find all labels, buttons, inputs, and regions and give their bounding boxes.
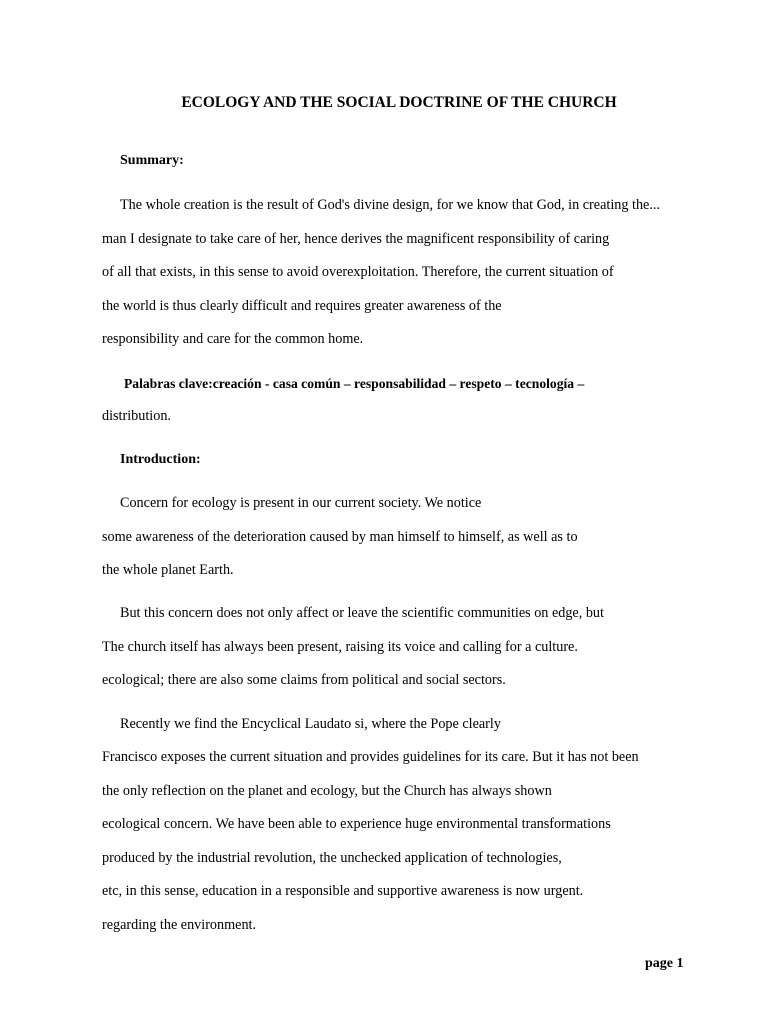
- summary-heading: Summary:: [120, 153, 184, 168]
- introduction-heading: Introduction:: [120, 452, 201, 467]
- summary-line-3: of all that exists, in this sense to avoid overexploitation. Therefore, the current situation of: [102, 264, 614, 280]
- document-title: ECOLOGY AND THE SOCIAL DOCTRINE OF THE CHURCH: [181, 94, 617, 111]
- paragraph1-line-2: some awareness of the deterioration caused by man himself to himself, as well as to: [102, 529, 578, 545]
- paragraph3-line-5: produced by the industrial revolution, the unchecked application of technologies,: [102, 850, 562, 866]
- page-number: page 1: [645, 956, 684, 971]
- paragraph3-line-3: the only reflection on the planet and ecology, but the Church has always shown: [102, 783, 552, 799]
- paragraph3-line-6: etc, in this sense, education in a responsible and supportive awareness is now urgent.: [102, 883, 584, 899]
- paragraph2-line-1: But this concern does not only affect or leave the scientific communities on edge, but: [120, 605, 604, 621]
- paragraph1-line-1: Concern for ecology is present in our current society. We notice: [120, 495, 482, 511]
- summary-line-5: responsibility and care for the common home.: [102, 331, 364, 347]
- summary-line-1: The whole creation is the result of God's divine design, for we know that God, in creating the...: [120, 197, 660, 213]
- paragraph3-line-4: ecological concern. We have been able to experience huge environmental transformations: [102, 816, 611, 832]
- summary-line-4: the world is thus clearly difficult and requires greater awareness of the: [102, 298, 502, 314]
- paragraph3-line-7: regarding the environment.: [102, 917, 257, 933]
- summary-line-2: man I designate to take care of her, hence derives the magnificent responsibility of caring: [102, 231, 610, 247]
- paragraph2-line-3: ecological; there are also some claims from political and social sectors.: [102, 672, 506, 688]
- paragraph1-line-3: the whole planet Earth.: [102, 562, 234, 578]
- paragraph2-line-2: The church itself has always been present, raising its voice and calling for a culture.: [102, 639, 578, 655]
- keywords-line: Palabras clave:creación - casa común – responsabilidad – respeto – tecnología –: [124, 376, 585, 391]
- paragraph3-line-1: Recently we find the Encyclical Laudato si, where the Pope clearly: [120, 716, 501, 732]
- paragraph3-line-2: Francisco exposes the current situation and provides guidelines for its care. But it has not been: [102, 749, 639, 765]
- keywords-continuation: distribution.: [102, 408, 171, 424]
